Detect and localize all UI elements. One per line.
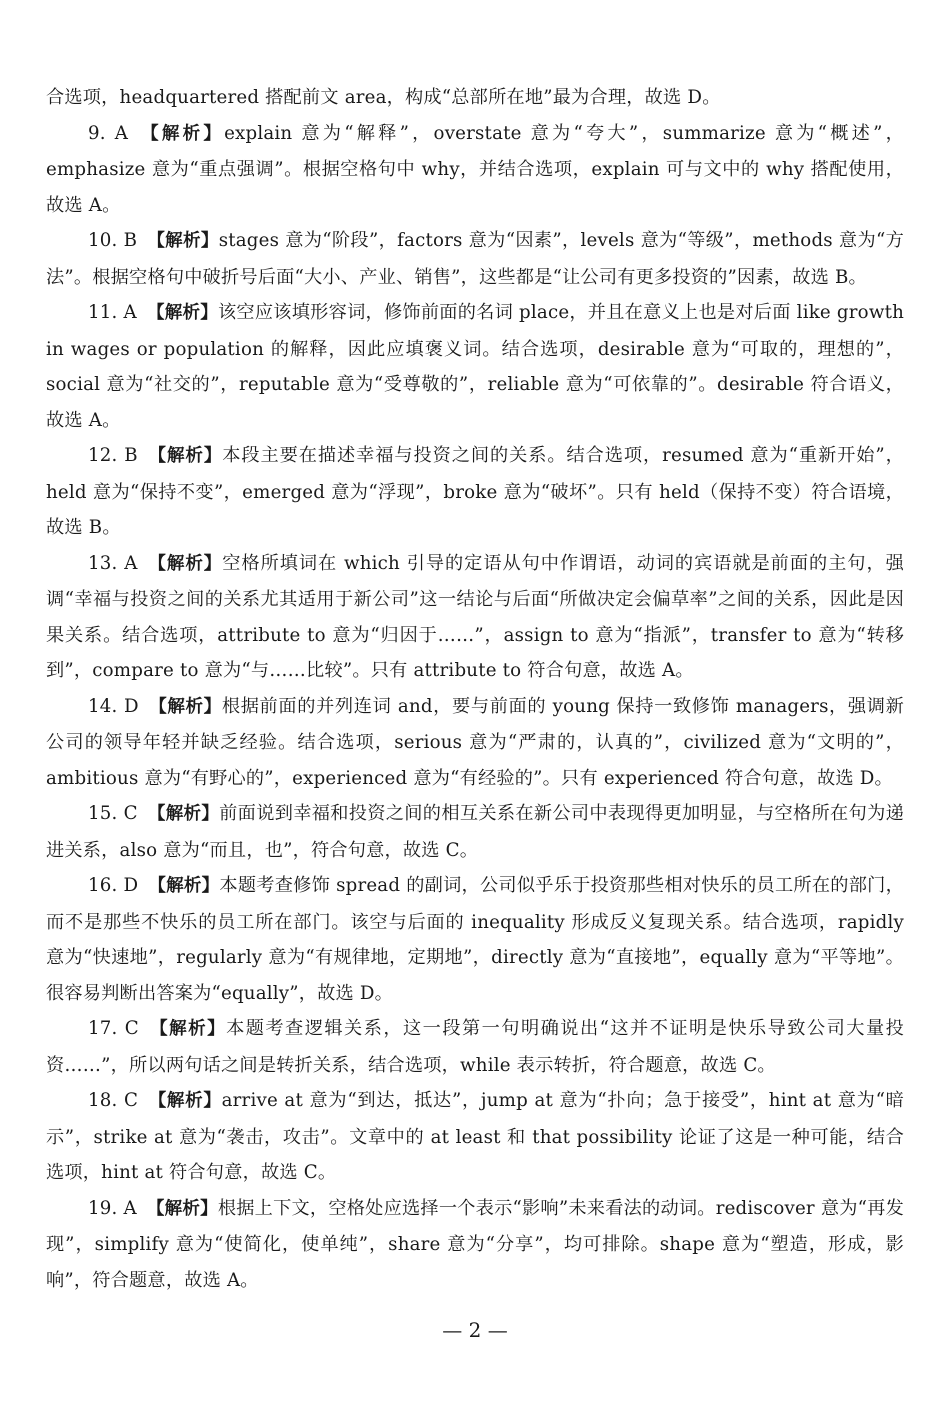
question-number: 14. D [88,695,139,717]
para-text: stages 意为“阶段”，factors 意为“因素”，levels 意为“等级”，methods 意为“方法”。根据空格句中破折号后面“大小、产业、销售”，这些都是“让公司有更多投资的”因素，故选 B。 [46,230,904,288]
question-number: 11. A [88,302,137,323]
question-number: 16. D [88,875,139,896]
para-text: 根据上下文，空格处应选择一个表示“影响”未来看法的动词。rediscover 意为“再发现”，simplify 意为“使简化，使单纯”，share 意为“分享”，均可排除。shape 意为“塑造，形成，影响”，符合题意，故选 A。 [46,1197,904,1291]
paragraph-q9 [46,116,904,224]
paragraph-q13 [46,546,904,689]
analysis-label: 【解析】 [147,446,223,466]
question-number: 15. C [88,803,138,824]
analysis-label: 【解析】 [138,123,225,144]
para-text: 本题考查逻辑关系，这一段第一句明确说出“这并不证明是快乐导致公司大量投资……”，所以两句话之间是转折关系，结合选项，while 表示转折，符合题意，故选 C。 [46,1018,904,1076]
para-text: 合选项，headquartered 搭配前文 area，构成“总部所在地”最为合理，故选 D。 [46,87,721,108]
para-text: 前面说到幸福和投资之间的相互关系在新公司中表现得更加明显，与空格所在句为递进关系，also 意为“而且，也”，符合句意，故选 C。 [46,803,904,861]
analysis-label: 【解析】 [148,1019,227,1039]
analysis-label: 【解析】 [147,553,223,574]
paragraph-q16 [46,868,904,1011]
paragraph-continuation [46,80,904,116]
question-number: 13. A [88,552,138,574]
para-text: arrive at 意为“到达，抵达”，jump at 意为“扑向；急于接受”，hint at 意为“暗示”，strike at 意为“袭击，攻击”。文章中的 at least 和 that possibility 论证了这是一种可能，结合选项，hint at 符合句意，故选 C。 [46,1090,904,1183]
question-number: 19. A [88,1197,137,1219]
paragraph-q18 [46,1083,904,1191]
paragraph-q19 [46,1191,904,1299]
question-number: 17. C [88,1018,139,1039]
para-text: 该空应该填形容词，修饰前面的名词 place，并且在意义上也是对后面 like growth in wages or population 的解释，因此应填褒义词。结合选项，desirable 意为“可取的，理想的”，social 意为“社交的”，reputable 意为“受尊敬的”，reliable 意为“可依靠的”。desirable 符合语义，故选 A。 [46,302,905,431]
para-text: explain 意为“解释”，overstate 意为“夸大”，summarize 意为“概述”，emphasize 意为“重点强调”。根据空格句中 why，并结合选项，explain 可与文中的 why 搭配使用，故选 A。 [46,122,904,216]
analysis-label: 【解析】 [147,231,219,251]
analysis-label: 【解析】 [146,303,218,323]
analysis-label: 【解析】 [148,876,220,896]
page-number: — 2 — [442,1318,508,1342]
paragraph-q11 [46,295,904,438]
analysis-label: 【解析】 [147,804,220,824]
answer-explanations [46,80,904,1298]
para-text: 本题考查修饰 spread 的副词，公司似乎乐于投资那些相对快乐的员工所在的部门，而不是那些不快乐的员工所在部门。该空与后面的 inequality 形成反义复现关系。结合选项，rapidly 意为“快速地”，regularly 意为“有规律地，定期地”，directly 意为“直接地”，equally 意为“平等地”。很容易判断出答案为“equally”，故选 D。 [46,875,904,1004]
analysis-label: 【解析】 [146,1198,218,1219]
analysis-label: 【解析】 [148,1091,222,1111]
paragraph-q15 [46,796,904,868]
question-number: 18. C [88,1090,139,1111]
paragraph-q12 [46,438,904,546]
para-text: 空格所填词在 which 引导的定语从句中作谓语，动词的宾语就是前面的主句，强调“幸福与投资之间的关系尤其适用于新公司”这一结论与后面“所做决定会偏草率”之间的关系，因此是因果关系。结合选项，attribute to 意为“归因于……”，assign to 意为“指派”，transfer to 意为“转移到”，compare to 意为“与……比较”。只有 attribute to 符合句意，故选 A。 [46,552,904,681]
analysis-label: 【解析】 [148,696,222,717]
question-number: 9. A [88,122,129,144]
para-text: 根据前面的并列连词 and，要与前面的 young 保持一致修饰 managers，强调新公司的领导年轻并缺乏经验。结合选项，serious 意为“严肃的，认真的”，civilized 意为“文明的”，ambitious 意为“有野心的”，experienced 意为“有经验的”。只有 experienced 符合句意，故选 D。 [46,695,904,789]
paragraph-q17 [46,1011,904,1083]
question-number: 10. B [88,230,138,251]
paragraph-q14 [46,689,904,797]
paragraph-q10 [46,223,904,295]
question-number: 12. B [88,445,138,466]
para-text: 本段主要在描述幸福与投资之间的关系。结合选项，resumed 意为“重新开始”，held 意为“保持不变”，emerged 意为“浮现”，broke 意为“破坏”。只有 held（保持不变）符合语境，故选 B。 [46,445,904,538]
